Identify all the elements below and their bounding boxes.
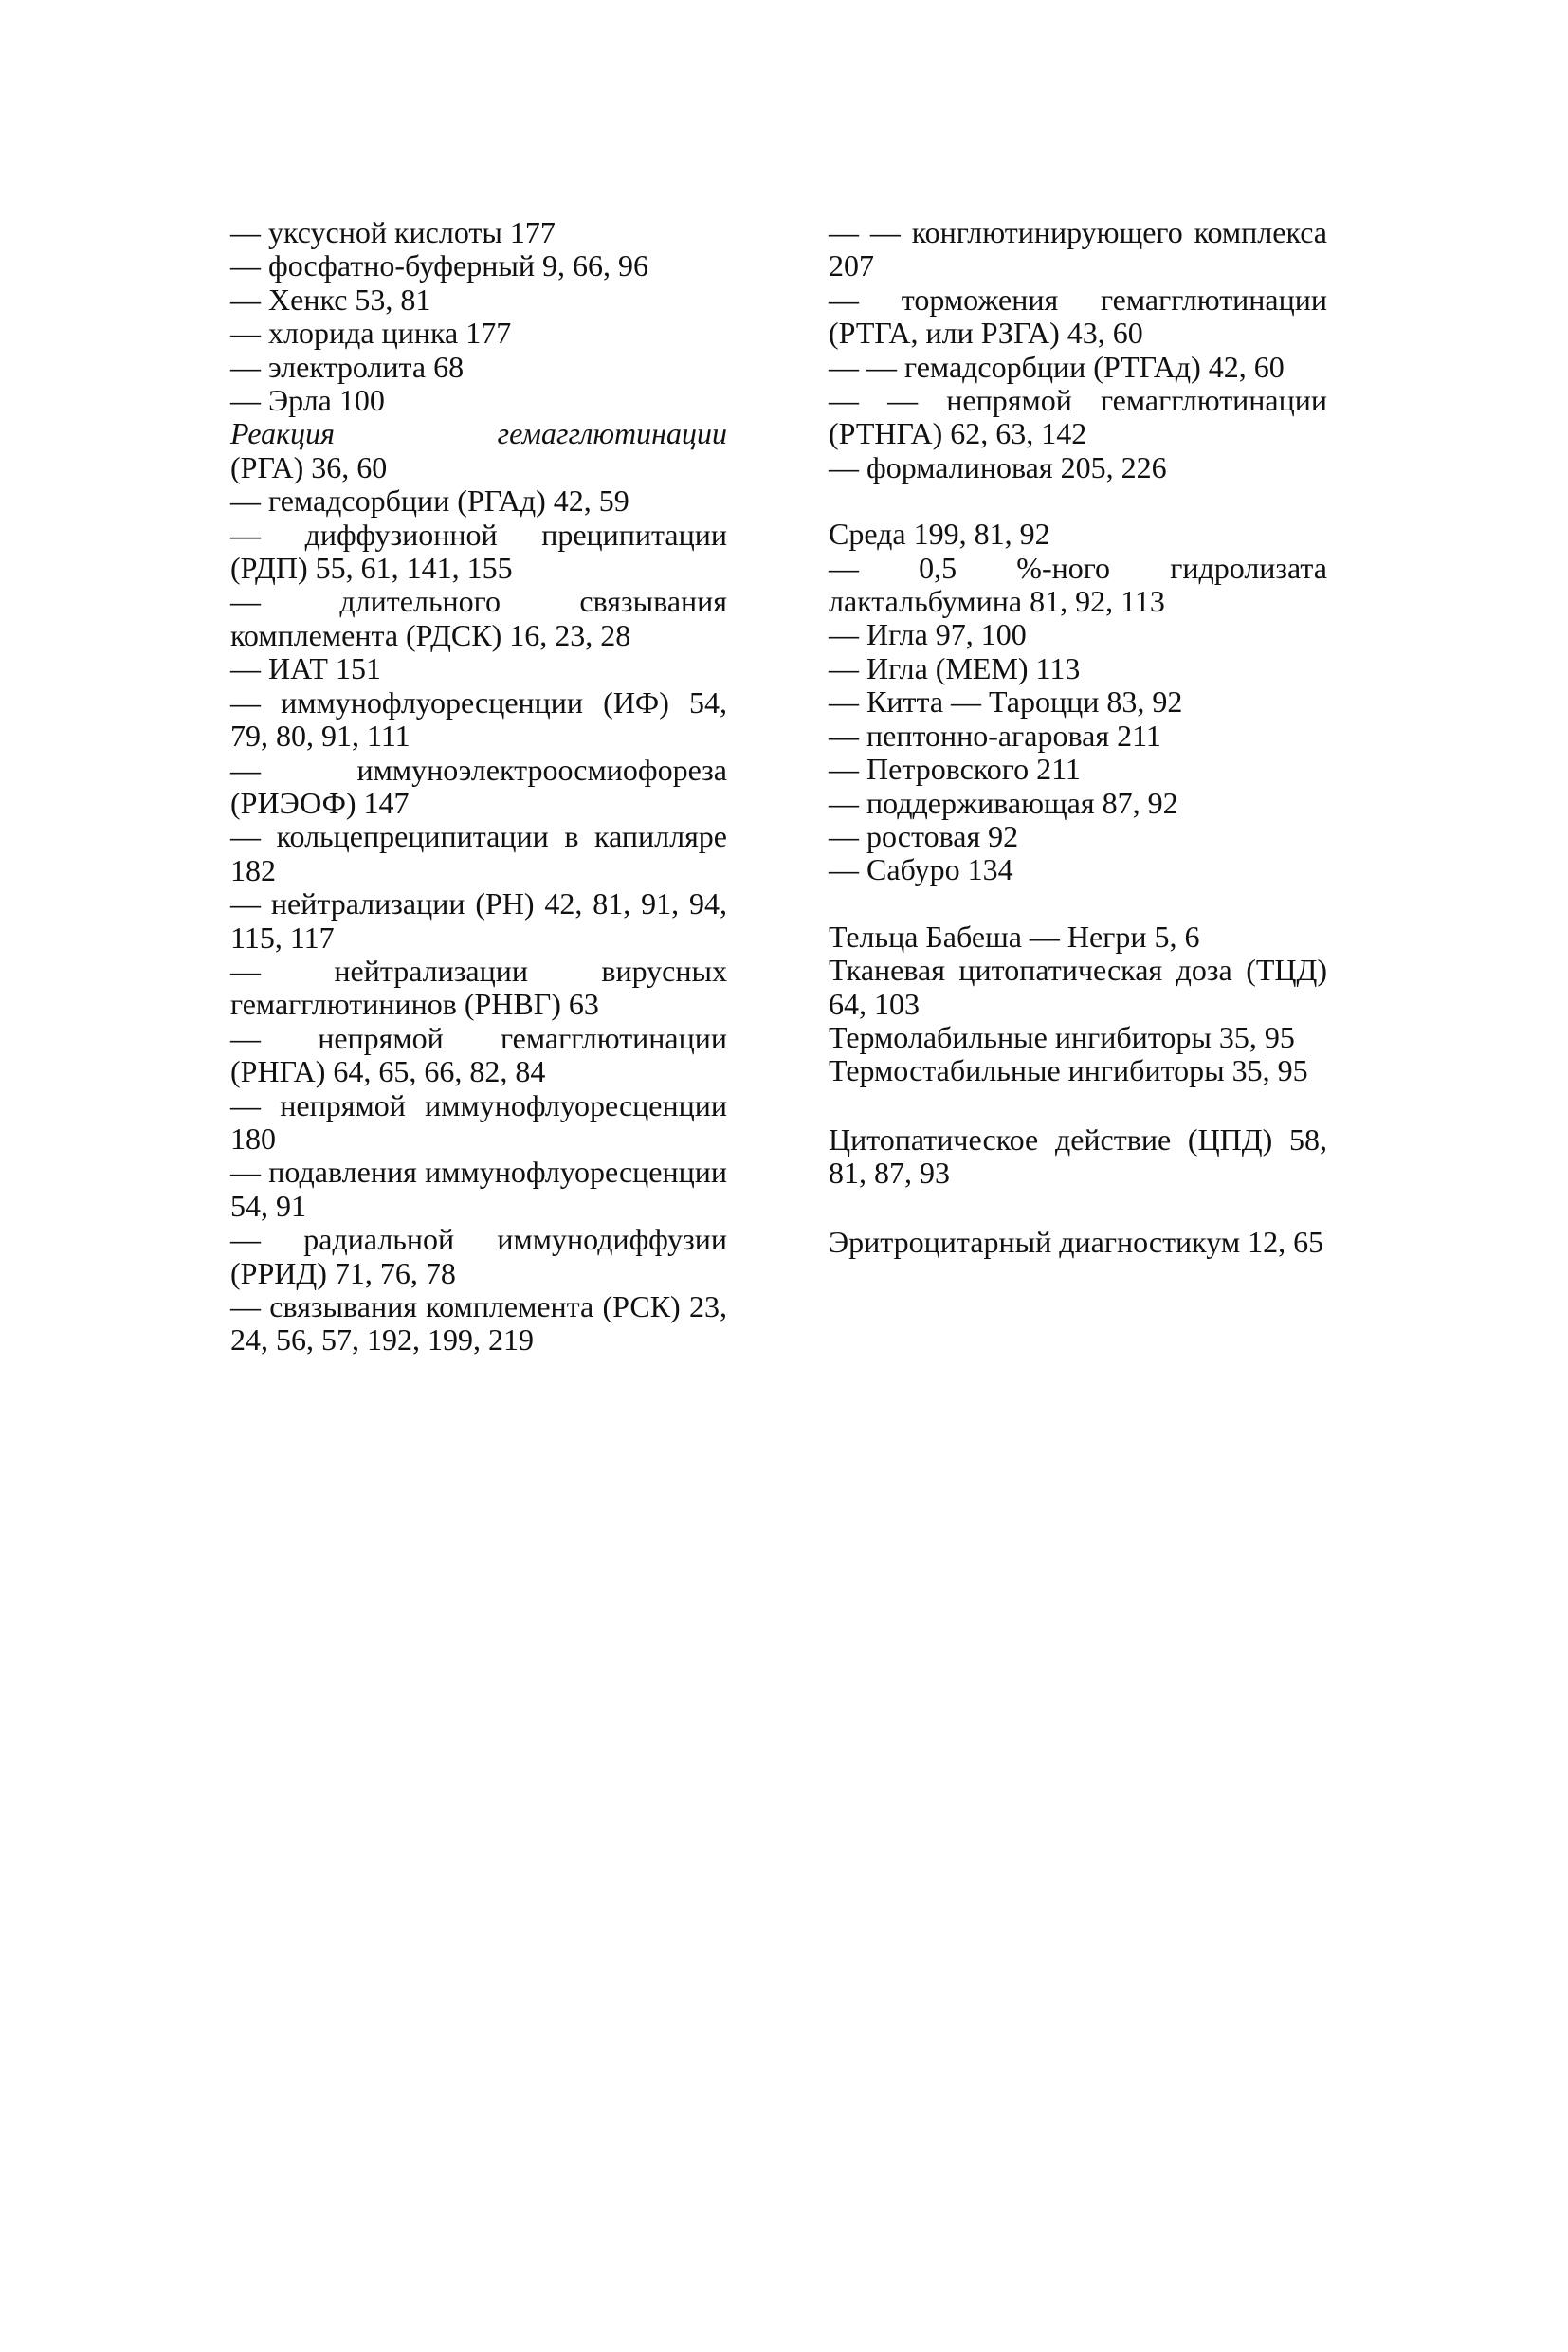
index-entry: — хлорида цинка 177 xyxy=(230,316,512,351)
index-entry: — формалиновая 205, 226 xyxy=(829,449,1167,484)
index-entry: Среда 199, 81, 92 xyxy=(829,517,1050,552)
reaction-heading-term: гемагглютинации xyxy=(497,416,727,451)
group-spacer xyxy=(829,887,1327,921)
index-entry: — иммуноэлектроосмиофореза (РИЭОФ) 147 xyxy=(230,752,727,820)
index-entry: — длительного связывания комплемента (РДСК) 16, 23, 28 xyxy=(230,584,727,652)
index-entry: Эритроцитарный диагностикум 12, 65 xyxy=(829,1224,1324,1259)
index-entry: — Хенкс 53, 81 xyxy=(230,282,431,317)
index-entry: — ростовая 92 xyxy=(829,818,1019,853)
index-entry: — кольцепреципитации в капилляре 182 xyxy=(230,819,727,887)
index-entry: — непрямой иммунофлуоресценции 180 xyxy=(230,1087,727,1156)
index-entry: — Игла 97, 100 xyxy=(829,617,1027,652)
index-entry: Цитопатическое действие (ЦПД) 58, 81, 87, 93 xyxy=(829,1121,1327,1191)
index-heading-line xyxy=(230,417,727,450)
index-entry: — 0,5 %-ного гидролизата лактальбумина 81, 92, 113 xyxy=(829,550,1327,619)
group-spacer xyxy=(829,484,1327,518)
index-entry: — Китта — Тароцци 83, 92 xyxy=(829,684,1183,720)
index-entry: — непрямой гемагглютинации (РНГА) 64, 65, 66, 82, 84 xyxy=(230,1020,727,1089)
index-entry: — пептонно-агаровая 211 xyxy=(829,718,1161,753)
index-entry: — Петровского 211 xyxy=(829,752,1081,787)
index-entry: — радиальной иммунодиффузии (РРИД) 71, 76, 78 xyxy=(230,1222,727,1290)
index-entry: Тканевая цитопатическая доза (ТЦД) 64, 103 xyxy=(829,953,1327,1021)
index-group xyxy=(829,1226,1327,1259)
index-entry: Тельца Бабеша — Негри 5, 6 xyxy=(829,919,1200,954)
left-column xyxy=(230,216,727,1358)
index-entry: — нейтрализации (РН) 42, 81, 91, 94, 115, 117 xyxy=(230,886,727,955)
index-entry: — ИАТ 151 xyxy=(230,651,381,686)
index-group xyxy=(829,1123,1327,1191)
index-entry: (РГА) 36, 60 xyxy=(230,449,388,484)
index-entry: — Сабуро 134 xyxy=(829,852,1013,887)
reaction-heading-word: Реакция xyxy=(230,416,336,451)
index-entry: — Игла (МЕМ) 113 xyxy=(829,650,1081,685)
index-entry: — поддерживающая 87, 92 xyxy=(829,785,1178,820)
index-entry: — гемадсорбции (РГАд) 42, 59 xyxy=(230,483,629,519)
index-entry: — фосфатно-буферный 9, 66, 96 xyxy=(230,248,648,283)
index-group xyxy=(829,921,1327,1088)
index-entry: — Эрла 100 xyxy=(230,383,385,418)
right-column xyxy=(829,216,1327,1259)
index-entry: — нейтрализации вирусных гемагглютининов (РНВГ) 63 xyxy=(230,953,727,1022)
index-entry: — — гемадсорбции (РТГАд) 42, 60 xyxy=(829,349,1285,384)
index-entry: — — непрямой гемагглютинации (РТНГА) 62, 63, 142 xyxy=(829,383,1327,451)
index-entry: — — конглютинирующего комплекса 207 xyxy=(829,215,1327,283)
index-entry: — иммунофлуоресценции (ИФ) 54, 79, 80, 91, 111 xyxy=(230,684,727,754)
index-group xyxy=(829,216,1327,484)
index-entry: Термолабильные ингибиторы 35, 95 xyxy=(829,1019,1295,1054)
index-entry: — диффузионной преципитации (РДП) 55, 61, 141, 155 xyxy=(230,517,727,586)
index-entry: Термостабильные ингибиторы 35, 95 xyxy=(829,1053,1308,1088)
group-spacer xyxy=(829,1191,1327,1226)
index-entry: — уксусной кислоты 177 xyxy=(230,215,556,249)
index-entry: — связывания комплемента (РСК) 23, 24, 56, 57, 192, 199, 219 xyxy=(230,1289,727,1358)
group-spacer xyxy=(829,1088,1327,1123)
index-entry: — подавления иммунофлуоресценции 54, 91 xyxy=(230,1155,727,1223)
index-entry: — торможения гемагглютинации (РТГА, или РЗГА) 43, 60 xyxy=(829,282,1327,351)
index-group xyxy=(829,518,1327,886)
index-entry: — электролита 68 xyxy=(230,349,465,384)
